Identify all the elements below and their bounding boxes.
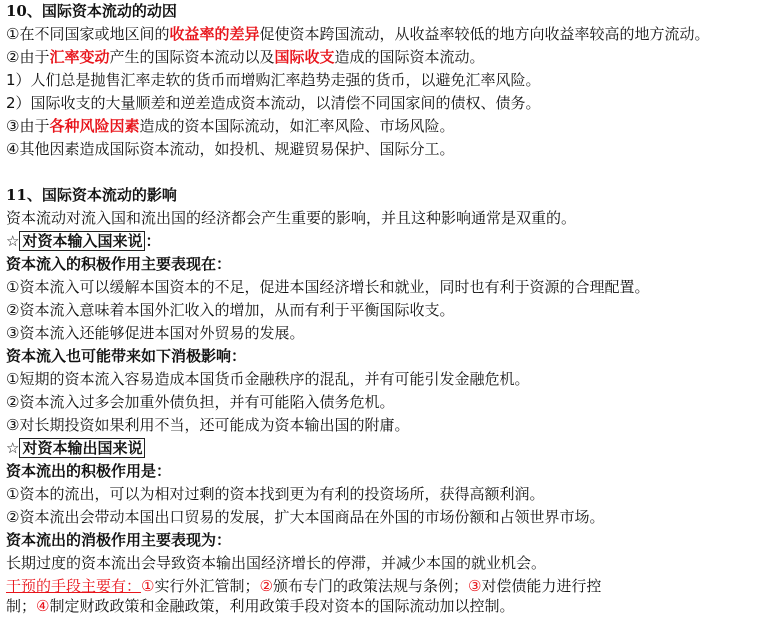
text: ②由于 (6, 48, 50, 66)
intervention-line-2 (6, 595, 760, 618)
star-icon: ☆ (6, 439, 20, 457)
outflow-heading (6, 437, 760, 460)
text: 颁布专门的政策法规与条例； (272, 577, 468, 595)
text: 造成的国际资本流动。 (334, 48, 485, 66)
num-2: ② (259, 577, 273, 595)
num-3: ③ (467, 577, 482, 595)
s10-line-4: 2）国际收支的大量顺差和逆差造成资本流动，以清偿不同国家间的债权、债务。 (6, 94, 541, 112)
outflow-positive-1: ①资本的流出，可以为相对过剩的资本找到更为有利的投资场所，获得高额利润。 (6, 485, 545, 503)
text: ③由于 (6, 117, 50, 135)
text: ： (145, 232, 161, 250)
text: 产生的国际资本流动以及 (109, 48, 275, 66)
highlight-risk-factors: 各种风险因素 (49, 117, 140, 135)
outflow-negative-1: 长期过度的资本流出会导致资本输出国经济增长的停滞，并减少本国的就业机会。 (6, 554, 547, 572)
s11-intro: 资本流动对流入国和流出国的经济都会产生重要的影响，并且这种影响通常是双重的。 (6, 209, 577, 227)
inflow-positive-2: ②资本流入意味着本国外汇收入的增加，从而有利于平衡国际收支。 (6, 301, 455, 319)
s10-line-3: 1）人们总是抛售汇率走软的货币而增购汇率趋势走强的货币，以避免汇率风险。 (6, 71, 541, 89)
s10-line-6: ④其他因素造成国际资本流动，如投机、规避贸易保护、国际分工。 (6, 140, 455, 158)
outflow-heading-label: 对资本输出国来说 (19, 438, 145, 458)
inflow-positive-3: ③资本流入还能够促进本国对外贸易的发展。 (6, 324, 305, 342)
text: 制； (6, 597, 37, 615)
inflow-positive-1: ①资本流入可以缓解本国资本的不足，促进本国经济增长和就业，同时也有利于资源的合理配置。 (6, 278, 650, 296)
text: ①在不同国家或地区间的 (6, 25, 170, 43)
text: 制定财政政策和金融政策，利用政策手段对资本的国际流动加以控制。 (49, 597, 515, 615)
section-10-title: 10、国际资本流动的动因 (6, 2, 177, 20)
inflow-positive-title: 资本流入的积极作用主要表现在： (6, 255, 232, 273)
inflow-negative-3: ③对长期投资如果利用不当，还可能成为资本输出国的附庸。 (6, 416, 410, 434)
intervention-label: 干预的手段主要有： (6, 577, 142, 595)
section-11-title: 11、国际资本流动的影响 (6, 186, 177, 204)
outflow-positive-title: 资本流出的积极作用是： (6, 462, 172, 480)
num-4: ④ (36, 597, 50, 615)
highlight-exchange-rate: 汇率变动 (49, 48, 110, 66)
inflow-heading-label: 对资本输入国来说 (19, 231, 145, 251)
inflow-negative-1: ①短期的资本流入容易造成本国货币金融秩序的混乱，并有可能引发金融危机。 (6, 370, 530, 388)
text: 实行外汇管制； (154, 577, 260, 595)
inflow-negative-2: ②资本流入过多会加重外债负担，并有可能陷入债务危机。 (6, 393, 395, 411)
outflow-positive-2: ②资本流出会带动本国出口贸易的发展，扩大本国商品在外国的市场份额和占领世界市场。 (6, 508, 605, 526)
text: 促使资本跨国流动，从收益率较低的地方向收益率较高的地方流动。 (259, 25, 710, 43)
highlight-yield-difference: 收益率的差异 (169, 25, 260, 43)
inflow-heading (6, 230, 760, 253)
outflow-negative-title: 资本流出的消极作用主要表现为： (6, 531, 232, 549)
highlight-balance-of-payments: 国际收支 (274, 48, 335, 66)
s10-line-2 (6, 46, 760, 69)
text: 造成的资本国际流动，如汇率风险、市场风险。 (139, 117, 455, 135)
s10-line-5 (6, 115, 760, 138)
star-icon: ☆ (6, 232, 20, 250)
text: 对偿债能力进行控 (481, 577, 602, 595)
num-1: ① (141, 577, 155, 595)
inflow-negative-title: 资本流入也可能带来如下消极影响： (6, 347, 247, 365)
s10-line-1 (6, 23, 760, 46)
